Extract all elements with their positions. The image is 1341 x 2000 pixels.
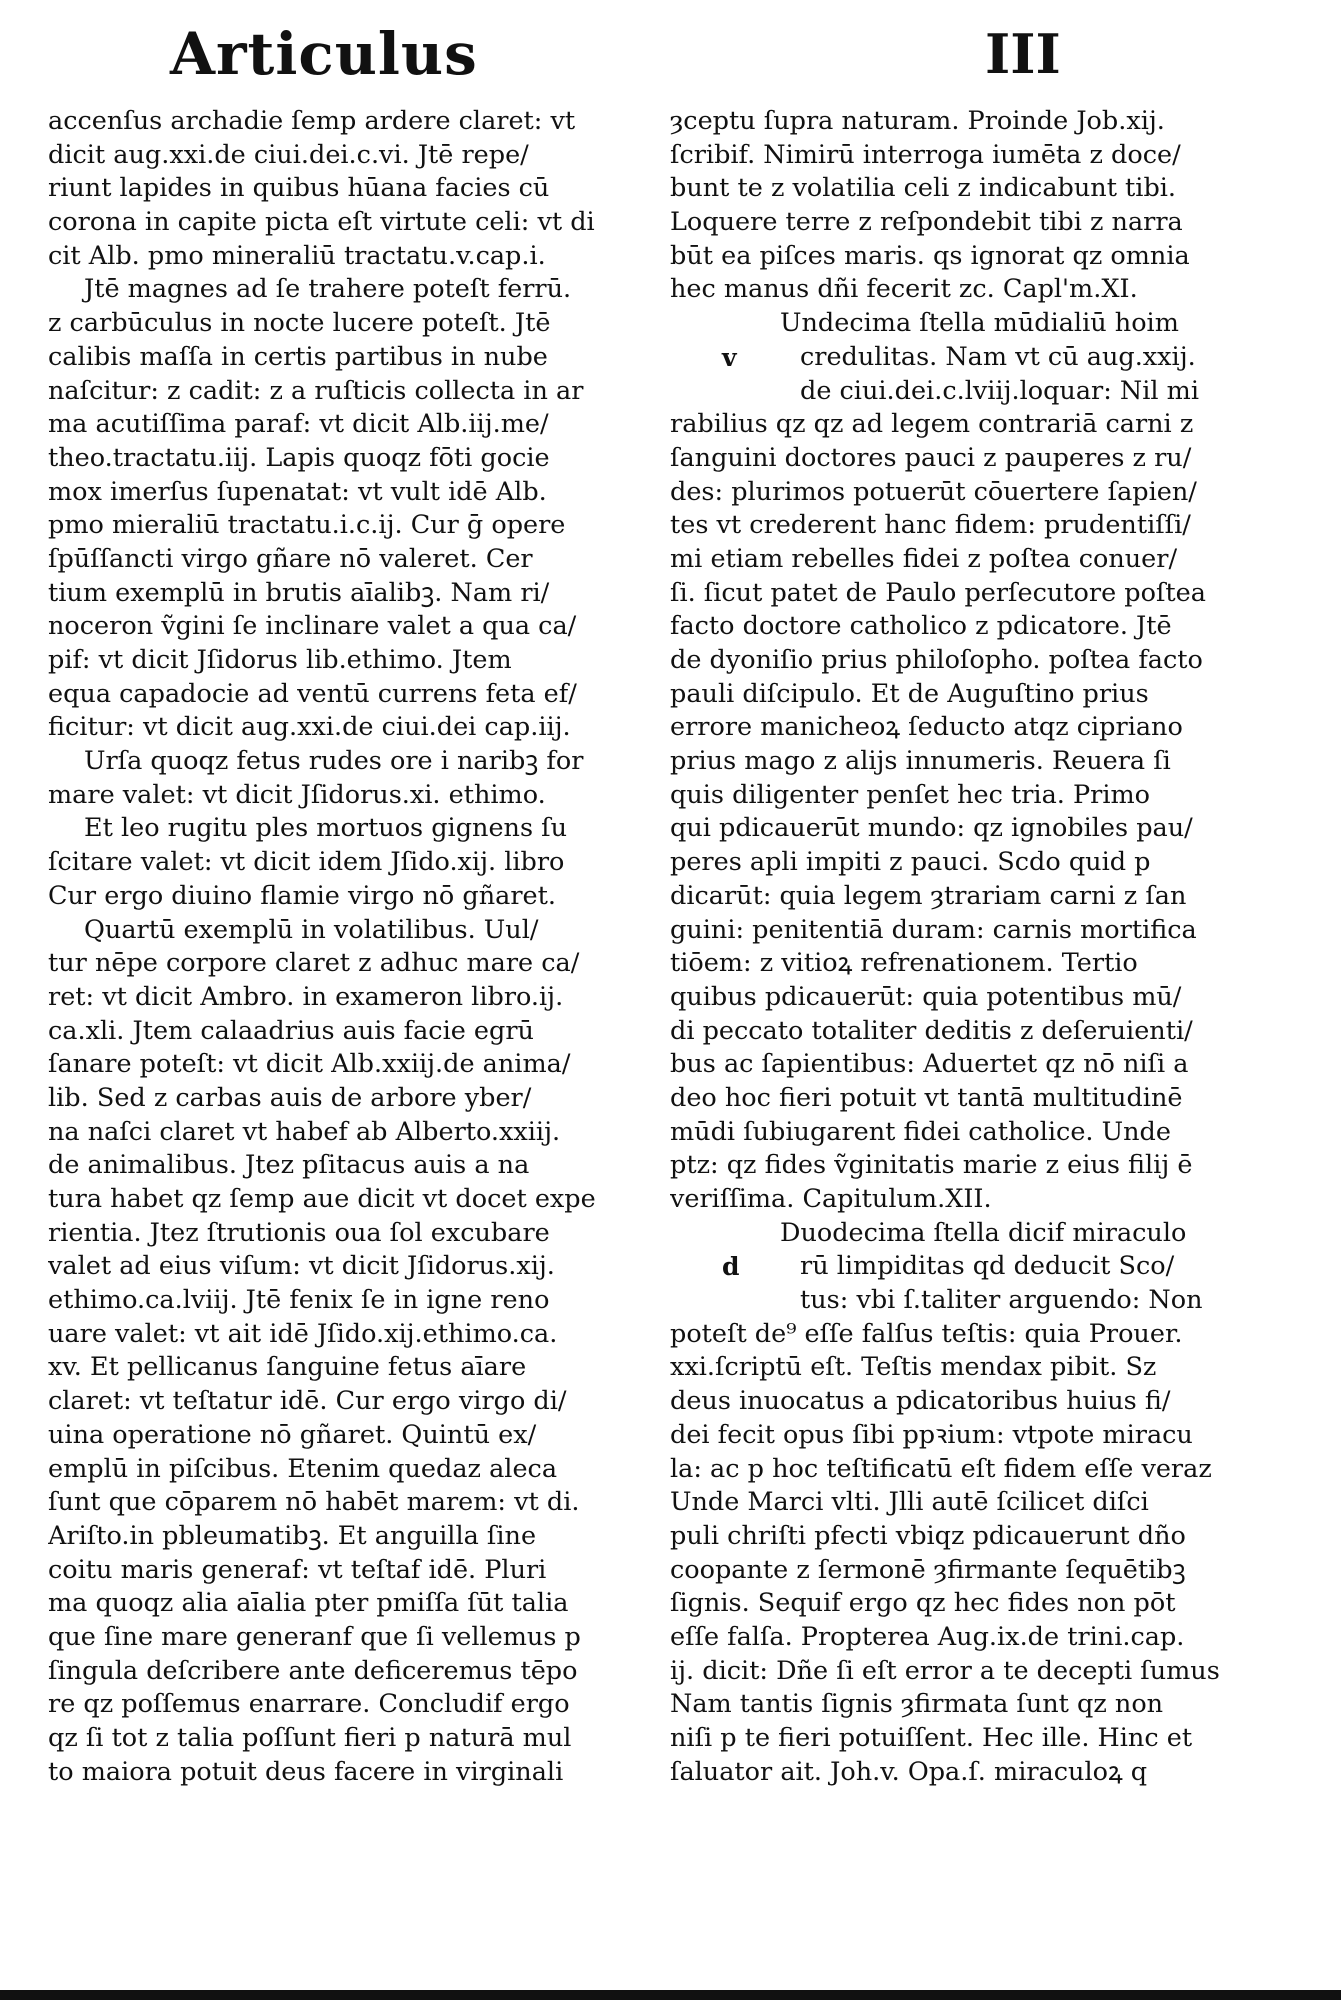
text-line: emplū in piſcibus. Etenim quedaz aleca xyxy=(48,1453,558,1484)
line-text: credulitas. Nam vt cū aug.xxij. xyxy=(800,341,1196,372)
text-line: re qz poſſemus enarrare. Concludif ergo xyxy=(48,1689,570,1720)
text-line: tura habet qz ſemp aue dicit vt docet expe xyxy=(48,1184,596,1214)
text-line: rientia. Jtez ſtrutionis oua ſol excubare xyxy=(48,1217,550,1248)
text-line: ca.xli. Jtem calaadrius auis facie egrū xyxy=(48,1015,534,1046)
text-line: ſpūſſancti virgo gñare nō valeret. Cer xyxy=(48,543,533,574)
text-line: noceron ṽgini ſe inclinare valet a qua ca/ xyxy=(48,611,577,642)
text-line: uina operatione nō gñaret. Quintū ex/ xyxy=(48,1419,537,1450)
text-line: ſunt que cōparem nō habēt marem: vt di. xyxy=(48,1487,580,1518)
text-line: theo.tractatu.iij. Lapis quoqz fōti gocie xyxy=(48,442,550,473)
text-line: riunt lapides in quibus hūana facies cū xyxy=(48,173,550,204)
right-text-column xyxy=(670,105,1260,1789)
text-line: niſi p te fieri potuiſſent. Hec ille. Hinc et xyxy=(670,1723,1193,1753)
text-line: mare valet: vt dicit Jſidorus.xi. ethimo. xyxy=(48,779,546,810)
text-line: accenſus archadie ſemp ardere claret: vt xyxy=(48,106,576,136)
text-line: deus inuocatus a pdicatoribus huius fi/ xyxy=(670,1386,1171,1417)
text-line: Undecima ſtella mūdialiū hoim xyxy=(780,308,1179,339)
text-line: tur nēpe corpore claret z adhuc mare ca/ xyxy=(48,948,580,979)
text-line: Et leo rugitu ples mortuos gignens ſu xyxy=(84,813,568,844)
text-line: prius mago z alijs innumeris. Reuera ſi xyxy=(670,746,1171,777)
text-line: naſcitur: z cadit: z a ruſticis collecta in ar xyxy=(48,375,584,406)
text-line: cit Alb. pmo mineraliū tractatu.v.cap.i. xyxy=(48,240,546,271)
text-line: pmo mieraliū tractatu.i.c.ij. Cur ḡ opere xyxy=(48,510,566,541)
text-line: Cur ergo diuino flamie virgo nō gñaret. xyxy=(48,880,556,911)
text-line: quibus pdicauerūt: quia potentibus mū/ xyxy=(670,981,1182,1012)
text-line: mūdi ſubiugarent fidei catholice. Unde xyxy=(670,1116,1171,1147)
text-line: tus: vbi ſ.taliter arguendo: Non xyxy=(800,1285,1203,1316)
scan-bottom-edge xyxy=(0,1990,1341,2000)
text-line: mi etiam rebelles fidei z poſtea conuer/ xyxy=(670,543,1178,574)
text-line: ſanguini doctores pauci z pauperes z ru/ xyxy=(670,442,1192,473)
text-line: ſcitare valet: vt dicit idem Jſido.xij. libro xyxy=(48,847,565,878)
text-line: dicarūt: quia legem ȝtrariam carni z ſan xyxy=(670,880,1187,911)
running-header xyxy=(0,20,1341,100)
text-line: tiōem: z vitioꝝ refrenationem. Tertio xyxy=(670,948,1138,979)
text-line: dei fecit opus ſibi ppꝛium: vtpote miracu xyxy=(670,1419,1193,1450)
text-line: Loquere terre z reſpondebit tibi z narra xyxy=(670,207,1183,238)
text-line: xv. Et pellicanus ſanguine fetus aīare xyxy=(48,1352,527,1383)
text-line: deo hoc fieri potuit vt tantā multitudinē xyxy=(670,1082,1183,1113)
text-line: bunt te z volatilia celi z indicabunt tibi. xyxy=(670,173,1177,204)
left-text-column xyxy=(48,105,618,1789)
text-line: uare valet: vt ait idē Jſido.xij.ethimo.ca. xyxy=(48,1318,558,1349)
text-line: ſcribif. Nimirū interroga iumēta z doce/ xyxy=(670,139,1181,170)
text-line: ij. dicit: Dñe ſi eſt error a te decepti ſumus xyxy=(670,1655,1220,1686)
text-line: veriſſima. Capitulum.XII. xyxy=(670,1184,992,1214)
text-line: qz ſi tot z talia poſſunt fieri p naturā mul xyxy=(48,1723,572,1753)
text-line: qui pdicauerūt mundo: qz ignobiles pau/ xyxy=(670,813,1193,844)
text-line: ma quoqz alia aīalia pter pmiſſa ſūt talia xyxy=(48,1588,569,1619)
text-line: ſanare poteſt: vt dicit Alb.xxiij.de anima/ xyxy=(48,1049,571,1080)
guide-letter-initial: v xyxy=(722,342,737,372)
text-line: lib. Sed z carbas auis de arbore yber/ xyxy=(48,1082,532,1113)
text-line: ſaluator ait. Joh.v. Opa.ſ. miraculoꝝ q xyxy=(670,1756,1148,1787)
running-title: Articulus xyxy=(170,20,478,88)
text-line: de animalibus. Jtez pſitacus auis a na xyxy=(48,1150,530,1181)
text-line: xxi.ſcriptū eſt. Teſtis mendax pibit. Sz xyxy=(670,1352,1157,1383)
text-line: to maiora potuit deus facere in virginali xyxy=(48,1756,564,1787)
text-line: errore manicheoꝝ ſeducto atqz cipriano xyxy=(670,712,1183,743)
text-line: equa capadocie ad ventū currens feta ef/ xyxy=(48,678,577,709)
text-line: Nam tantis ſignis ȝfirmata ſunt qz non xyxy=(670,1689,1164,1720)
text-line: de ciui.dei.c.lviij.loquar: Nil mi xyxy=(800,375,1199,406)
text-line: quis diligenter penſet hec tria. Primo xyxy=(670,779,1151,810)
text-line: ſingula deſcribere ante deficeremus tēpo xyxy=(48,1655,578,1686)
text-line: Duodecima ſtella dicif miraculo xyxy=(780,1217,1187,1248)
text-line: coitu maris generaf: vt teſtaf idē. Pluri xyxy=(48,1554,547,1585)
text-line: ret: vt dicit Ambro. in exameron libro.ij. xyxy=(48,981,564,1012)
text-line xyxy=(670,341,1260,375)
text-line: būt ea piſces maris. qs ignorat qz omnia xyxy=(670,240,1190,271)
text-line: mox imerſus ſupenatat: vt vult idē Alb. xyxy=(48,476,547,507)
text-line: puli chriſti pfecti vbiqz pdicauerunt dño xyxy=(670,1520,1186,1551)
text-line: tium exemplū in brutis aīalibꝫ. Nam ri/ xyxy=(48,577,550,608)
text-line: bus ac ſapientibus: Aduertet qz nō niſi a xyxy=(670,1049,1189,1080)
text-line: Jtē magnes ad ſe trahere poteſt ferrū. xyxy=(84,274,572,305)
text-line: Quartū exemplū in volatilibus. Uul/ xyxy=(84,914,539,945)
text-line: corona in capite picta eſt virtute celi: vt di xyxy=(48,207,595,238)
text-line: poteſt de⁹ eſſe falſus teſtis: quia Prouer. xyxy=(670,1318,1183,1349)
folio-number: III xyxy=(985,22,1061,86)
text-line: pauli diſcipulo. Et de Auguſtino prius xyxy=(670,678,1149,709)
text-line: Urſa quoqz fetus rudes ore i naribꝫ for xyxy=(84,746,584,777)
text-line: calibis maſſa in certis partibus in nube xyxy=(48,341,548,372)
text-line: que ſine mare generanf que ſi vellemus p xyxy=(48,1621,581,1652)
text-line: dicit aug.xxi.de ciui.dei.c.vi. Jtē repe/ xyxy=(48,139,529,170)
text-line: z carbūculus in nocte lucere poteſt. Jtē xyxy=(48,308,551,339)
text-line: ficitur: vt dicit aug.xxi.de ciui.dei cap.iij. xyxy=(48,712,571,743)
text-line: na naſci claret vt habef ab Alberto.xxiij. xyxy=(48,1116,561,1147)
text-line: ethimo.ca.lviij. Jtē fenix ſe in igne reno xyxy=(48,1285,550,1316)
text-line: rabilius qz qz ad legem contrariā carni z xyxy=(670,409,1194,440)
text-line: ſignis. Sequif ergo qz hec fides non pōt xyxy=(670,1588,1176,1619)
text-line: ma acutiſſima paraf: vt dicit Alb.iij.me/ xyxy=(48,409,549,440)
text-line: claret: vt teſtatur idē. Cur ergo virgo di/ xyxy=(48,1386,567,1417)
text-line: coopante z ſermonē ȝfirmante ſequētibꝫ xyxy=(670,1554,1186,1585)
text-line xyxy=(670,1250,1260,1284)
text-line: Unde Marci vlti. Jlli autē ſcilicet diſci xyxy=(670,1487,1149,1518)
text-line: la: ac p hoc teſtificatū eſt fidem eſſe veraz xyxy=(670,1453,1212,1484)
text-line: des: plurimos potuerūt cōuertere ſapien/ xyxy=(670,476,1197,507)
text-line: ȝceptu ſupra naturam. Proinde Job.xij. xyxy=(670,106,1165,136)
text-line: Ariſto.in pbleumatibꝫ. Et anguilla ſine xyxy=(48,1520,537,1551)
text-line: ſi. ſicut patet de Paulo perſecutore poſtea xyxy=(670,577,1206,608)
guide-letter-initial: d xyxy=(722,1252,740,1282)
text-line: pif: vt dicit Jſidorus lib.ethimo. Jtem xyxy=(48,645,512,675)
text-line: peres apli impiti z pauci. Scdo quid p xyxy=(670,847,1151,878)
text-line: di peccato totaliter deditis z deſeruienti/ xyxy=(670,1015,1193,1046)
text-line: eſſe falſa. Propterea Aug.ix.de trini.cap. xyxy=(670,1621,1185,1652)
text-line: valet ad eius viſum: vt dicit Jſidorus.xij. xyxy=(48,1251,555,1282)
text-line: de dyoniſio prius philoſopho. poſtea facto xyxy=(670,645,1203,675)
text-line: tes vt crederent hanc fidem: prudentiſſi/ xyxy=(670,510,1191,541)
text-line: hec manus dñi fecerit zc. Capl'm.XI. xyxy=(670,274,1138,305)
line-text: rū limpiditas qd deducit Sco/ xyxy=(800,1251,1175,1282)
text-line: guini: penitentiā duram: carnis mortifica xyxy=(670,914,1197,945)
text-line: ptz: qz fides ṽginitatis marie z eius filij ē xyxy=(670,1150,1193,1181)
text-line: facto doctore catholico z pdicatore. Jtē xyxy=(670,611,1172,642)
